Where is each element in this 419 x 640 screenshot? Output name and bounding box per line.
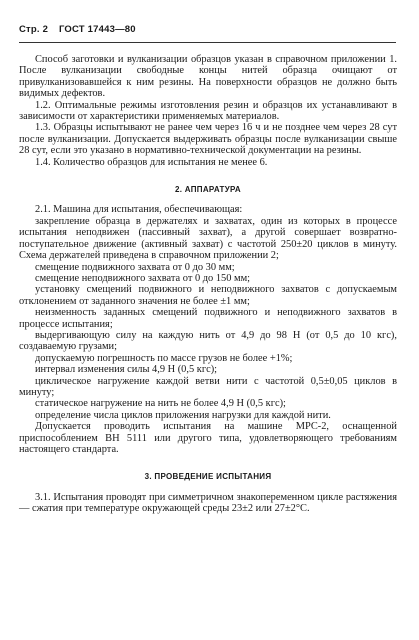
apparatus-item: выдергивающую силу на каждую нить от 4,9 до 98 Н (от 0,5 до 10 кгс), создаваемую грузами;: [19, 329, 397, 353]
apparatus-item: неизменность заданных смещений подвижного и неподвижного захватов в процессе испытания;: [19, 307, 397, 330]
standard-number: ГОСТ 17443—80: [58, 24, 136, 35]
clause-1-3: 1.3. Образцы испытывают не ранее чем через 16 ч и не позднее чем через 28 сут после вулканизации. Допускается выдерживать образцы после вулканизации свыше 28 сут, если это указано в нормативно-технической документации на резины.: [19, 122, 397, 157]
apparatus-item: интервал изменения силы 4,9 Н (0,5 кгс);: [35, 364, 218, 376]
page-header: [19, 24, 144, 35]
apparatus-item: смещение подвижного захвата от 0 до 30 мм;: [35, 261, 235, 273]
intro-paragraph: Способ заготовки и вулканизации образцов указан в справочном приложении 1. После вулканизации свободные концы нитей образца очищают от привулканизовавшейся к ним резины. На поверхности образцов не должно быть видимых дефектов.: [19, 54, 397, 100]
clause-3-1: 3.1. Испытания проводят при симметричном знакопеременном цикле растяжения — сжатия при температуре окружающей среды 23±2 или 27±2°С.: [19, 491, 397, 515]
apparatus-item: смещение неподвижного захвата от 0 до 150 мм;: [35, 272, 251, 284]
apparatus-item: циклическое нагружение каждой ветви нити с частотой 0,5±0,05 циклов в минуту;: [19, 375, 397, 398]
header-rule: [19, 42, 396, 43]
section-3-heading: 3. ПРОВЕДЕНИЕ ИСПЫТАНИЯ: [144, 472, 272, 482]
apparatus-item: закрепление образца в держателях и захватах, один из которых в процессе испытания неподвижен (пассивный захват), а другой совершает возвратно-поступательное движение (активный захват) с частотой 250±20 циклов в минуту. Схема держателей приведена в справочном приложении 2;: [19, 215, 397, 262]
apparatus-item: допускаемую погрешность по массе грузов не более +1%;: [35, 352, 293, 364]
clause-2-1: 2.1. Машина для испытания, обеспечивающая:: [35, 204, 243, 216]
document-body: [19, 54, 397, 515]
apparatus-note: Допускается проводить испытания на машине МРС-2, оснащенной приспособлением ВН 5111 или другого типа, удовлетворяющего требованиям настоящего стандарта.: [19, 421, 397, 455]
page-number: Стр. 2: [19, 24, 49, 35]
apparatus-item: статическое нагружение на нить не более 4,9 Н (0,5 кгс);: [35, 398, 286, 410]
apparatus-item: определение числа циклов приложения нагрузки для каждой нити.: [35, 409, 331, 421]
apparatus-item: установку смещений подвижного и неподвижного захватов с допускаемым отклонением от заданного значения не более ±1 мм;: [19, 284, 397, 307]
section-2-heading: 2. АППАРАТУРА: [174, 185, 242, 195]
clause-1-2: 1.2. Оптимальные режимы изготовления резин и образцов их устанавливают в зависимости от характеристики применяемых материалов.: [19, 99, 397, 123]
clause-1-4: 1.4. Количество образцов для испытания не менее 6.: [35, 156, 268, 168]
